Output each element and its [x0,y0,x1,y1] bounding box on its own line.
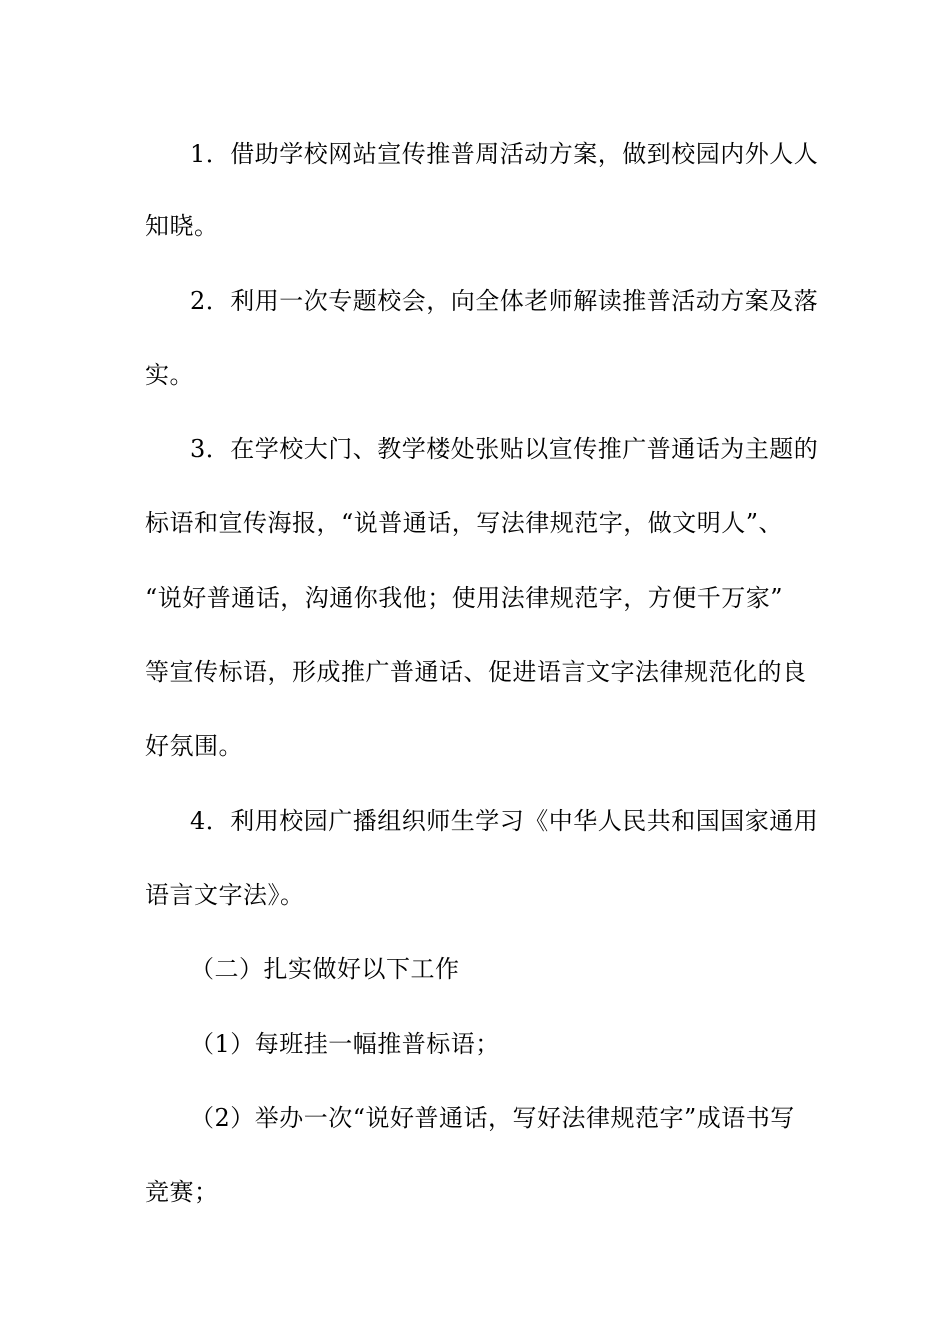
paragraph-4-line-1: 4．利用校园广播组织师生学习《中华人民共和国国家通用 [190,807,819,835]
paragraph-3-line-5: 好氛围。 [145,732,243,760]
section-heading: （二）扎实做好以下工作 [190,955,460,983]
paragraph-3-line-1: 3．在学校大门、教学楼处张贴以宣传推广普通话为主题的 [190,435,819,463]
paragraph-3-line-3: “说好普通话，沟通你我他；使用法律规范字，方便千万家” [145,584,784,612]
paragraph-1-line-2: 知晓。 [145,212,219,240]
paragraph-1-line-1: 1．借助学校网站宣传推普周活动方案，做到校园内外人人 [190,140,819,168]
paragraph-3-line-2: 标语和宣传海报，“说普通话，写法律规范字，做文明人”、 [145,509,784,537]
list-item-2-line-1: （2）举办一次“说好普通话，写好法律规范字”成语书写 [190,1104,795,1132]
paragraph-4-line-2: 语言文字法》。 [145,881,305,909]
paragraph-3-line-4: 等宣传标语，形成推广普通话、促进语言文字法律规范化的良 [145,658,807,686]
paragraph-2-line-1: 2．利用一次专题校会，向全体老师解读推普活动方案及落 [190,287,819,315]
list-item-2-line-2: 竞赛； [145,1178,219,1206]
list-item-1: （1）每班挂一幅推普标语； [190,1030,500,1058]
paragraph-2-line-2: 实。 [145,361,194,389]
